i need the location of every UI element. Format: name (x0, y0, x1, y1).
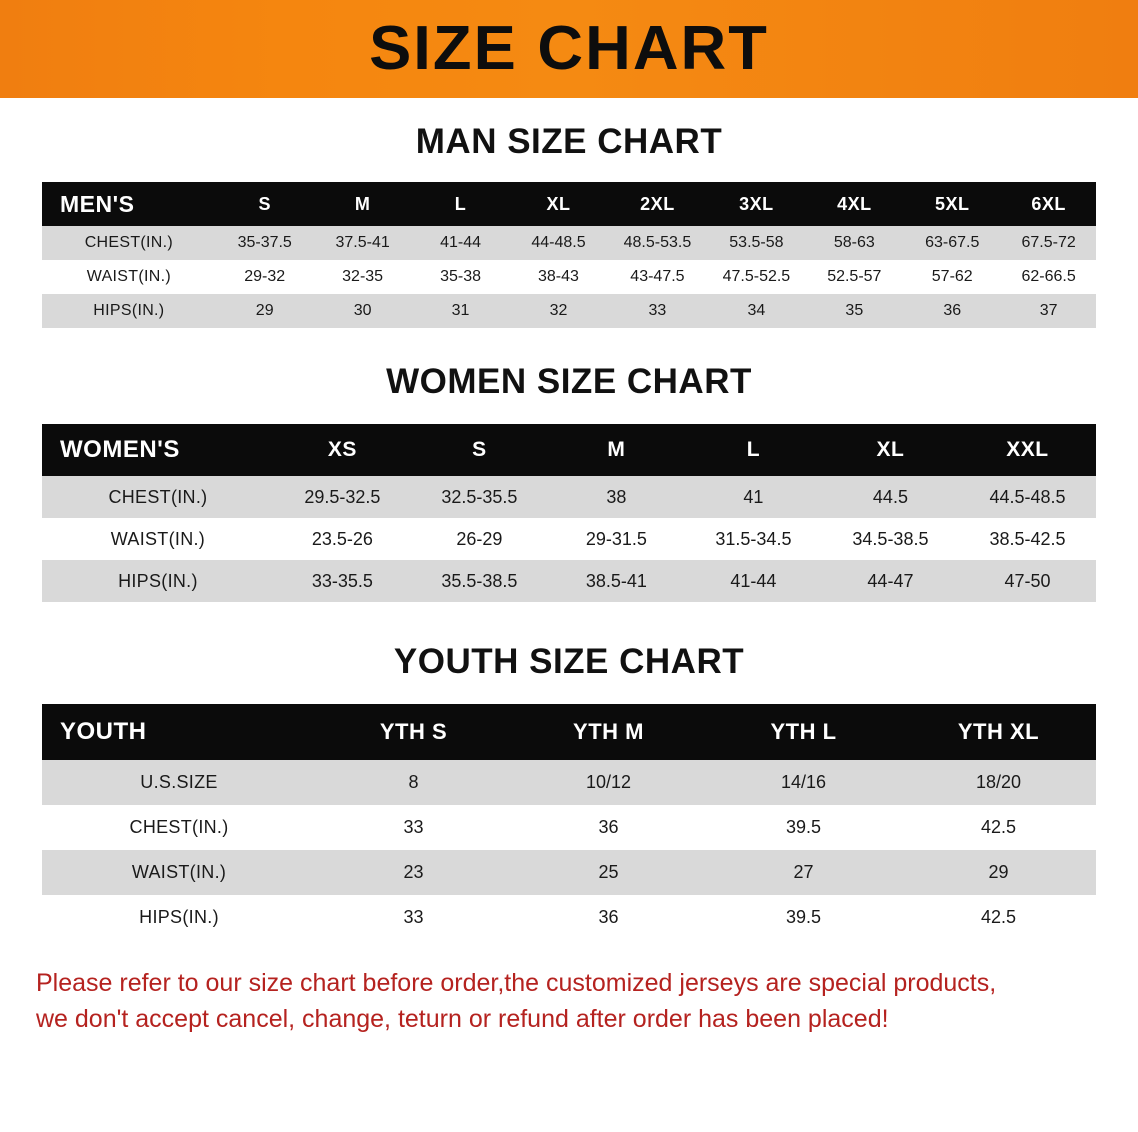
table-cell: 52.5-57 (805, 260, 903, 294)
table-cell: 34.5-38.5 (822, 518, 959, 560)
column-header: WOMEN'S (42, 424, 274, 476)
column-header: M (548, 424, 685, 476)
table-cell: 33 (316, 805, 511, 850)
row-label: HIPS(IN.) (42, 560, 274, 602)
column-header: YTH XL (901, 704, 1096, 760)
table-cell: 32.5-35.5 (411, 476, 548, 518)
table-cell: 57-62 (903, 260, 1001, 294)
women-section-title: WOMEN SIZE CHART (386, 362, 752, 401)
table-row (42, 226, 1096, 260)
column-header: XL (510, 182, 608, 226)
table-cell: 38-43 (510, 260, 608, 294)
table-cell: 41-44 (685, 560, 822, 602)
row-label: HIPS(IN.) (42, 895, 316, 940)
table-cell: 42.5 (901, 805, 1096, 850)
column-header: 4XL (805, 182, 903, 226)
column-header: MEN'S (42, 182, 216, 226)
table-cell: 29-32 (216, 260, 314, 294)
column-header: 3XL (707, 182, 805, 226)
table-cell: 29 (901, 850, 1096, 895)
table-cell: 44-47 (822, 560, 959, 602)
row-label: WAIST(IN.) (42, 850, 316, 895)
table-cell: 14/16 (706, 760, 901, 805)
column-header: YTH S (316, 704, 511, 760)
table-cell: 32-35 (314, 260, 412, 294)
column-header: XS (274, 424, 411, 476)
table-cell: 39.5 (706, 895, 901, 940)
row-label: CHEST(IN.) (42, 805, 316, 850)
table-header-row (42, 182, 1096, 226)
column-header: 5XL (903, 182, 1001, 226)
table-cell: 18/20 (901, 760, 1096, 805)
table-cell: 33-35.5 (274, 560, 411, 602)
table-row (42, 850, 1096, 895)
table-cell: 43-47.5 (607, 260, 707, 294)
table-row (42, 260, 1096, 294)
row-label: WAIST(IN.) (42, 518, 274, 560)
table-cell: 23 (316, 850, 511, 895)
table-cell: 47.5-52.5 (707, 260, 805, 294)
table-cell: 8 (316, 760, 511, 805)
table-cell: 38.5-42.5 (959, 518, 1096, 560)
table-cell: 36 (511, 805, 706, 850)
youth-table-wrapper (42, 704, 1096, 940)
disclaimer-note (36, 966, 1102, 1037)
column-header: S (411, 424, 548, 476)
table-cell: 32 (510, 294, 608, 328)
table-row (42, 805, 1096, 850)
table-cell: 38 (548, 476, 685, 518)
table-cell: 63-67.5 (903, 226, 1001, 260)
youth-section-title: YOUTH SIZE CHART (393, 642, 745, 681)
youth-size-table (42, 704, 1096, 940)
row-label: U.S.SIZE (42, 760, 316, 805)
table-cell: 29-31.5 (548, 518, 685, 560)
table-cell: 31 (412, 294, 510, 328)
table-row (42, 560, 1096, 602)
table-cell: 33 (607, 294, 707, 328)
column-header: 6XL (1001, 182, 1096, 226)
table-cell: 27 (706, 850, 901, 895)
page-title: SIZE CHART (369, 14, 769, 83)
man-section-title: MAN SIZE CHART (415, 122, 723, 161)
table-cell: 42.5 (901, 895, 1096, 940)
column-header: M (314, 182, 412, 226)
column-header: XXL (959, 424, 1096, 476)
table-row (42, 476, 1096, 518)
table-row (42, 895, 1096, 940)
man-table-wrapper (42, 182, 1096, 328)
table-header-row (42, 704, 1096, 760)
table-cell: 41-44 (412, 226, 510, 260)
table-cell: 41 (685, 476, 822, 518)
table-cell: 35-38 (412, 260, 510, 294)
table-cell: 25 (511, 850, 706, 895)
column-header: YTH M (511, 704, 706, 760)
table-cell: 62-66.5 (1001, 260, 1096, 294)
row-label: CHEST(IN.) (42, 226, 216, 260)
table-cell: 44-48.5 (510, 226, 608, 260)
table-cell: 37 (1001, 294, 1096, 328)
column-header: S (216, 182, 314, 226)
table-cell: 44.5 (822, 476, 959, 518)
column-header: 2XL (607, 182, 707, 226)
column-header: YTH L (706, 704, 901, 760)
man-size-table (42, 182, 1096, 328)
disclaimer-line-2: we don't accept cancel, change, teturn or refund after order has been placed! (36, 1004, 889, 1033)
table-cell: 23.5-26 (274, 518, 411, 560)
table-row (42, 294, 1096, 328)
table-cell: 67.5-72 (1001, 226, 1096, 260)
table-header-row (42, 424, 1096, 476)
column-header: YOUTH (42, 704, 316, 760)
table-cell: 44.5-48.5 (959, 476, 1096, 518)
table-cell: 53.5-58 (707, 226, 805, 260)
table-cell: 26-29 (411, 518, 548, 560)
table-cell: 38.5-41 (548, 560, 685, 602)
table-cell: 29 (216, 294, 314, 328)
table-cell: 29.5-32.5 (274, 476, 411, 518)
table-cell: 48.5-53.5 (607, 226, 707, 260)
table-row (42, 518, 1096, 560)
table-cell: 36 (903, 294, 1001, 328)
table-cell: 35 (805, 294, 903, 328)
row-label: HIPS(IN.) (42, 294, 216, 328)
table-cell: 58-63 (805, 226, 903, 260)
table-cell: 35-37.5 (216, 226, 314, 260)
table-cell: 34 (707, 294, 805, 328)
column-header: L (685, 424, 822, 476)
table-row (42, 760, 1096, 805)
disclaimer-line-1: Please refer to our size chart before order,the customized jerseys are special products, (36, 969, 997, 997)
table-cell: 36 (511, 895, 706, 940)
table-cell: 31.5-34.5 (685, 518, 822, 560)
column-header: XL (822, 424, 959, 476)
table-cell: 39.5 (706, 805, 901, 850)
women-table-wrapper (42, 424, 1096, 602)
table-cell: 35.5-38.5 (411, 560, 548, 602)
page-banner (0, 0, 1138, 98)
row-label: WAIST(IN.) (42, 260, 216, 294)
column-header: L (412, 182, 510, 226)
table-cell: 47-50 (959, 560, 1096, 602)
table-cell: 10/12 (511, 760, 706, 805)
women-size-table (42, 424, 1096, 602)
table-cell: 37.5-41 (314, 226, 412, 260)
row-label: CHEST(IN.) (42, 476, 274, 518)
table-cell: 30 (314, 294, 412, 328)
table-cell: 33 (316, 895, 511, 940)
